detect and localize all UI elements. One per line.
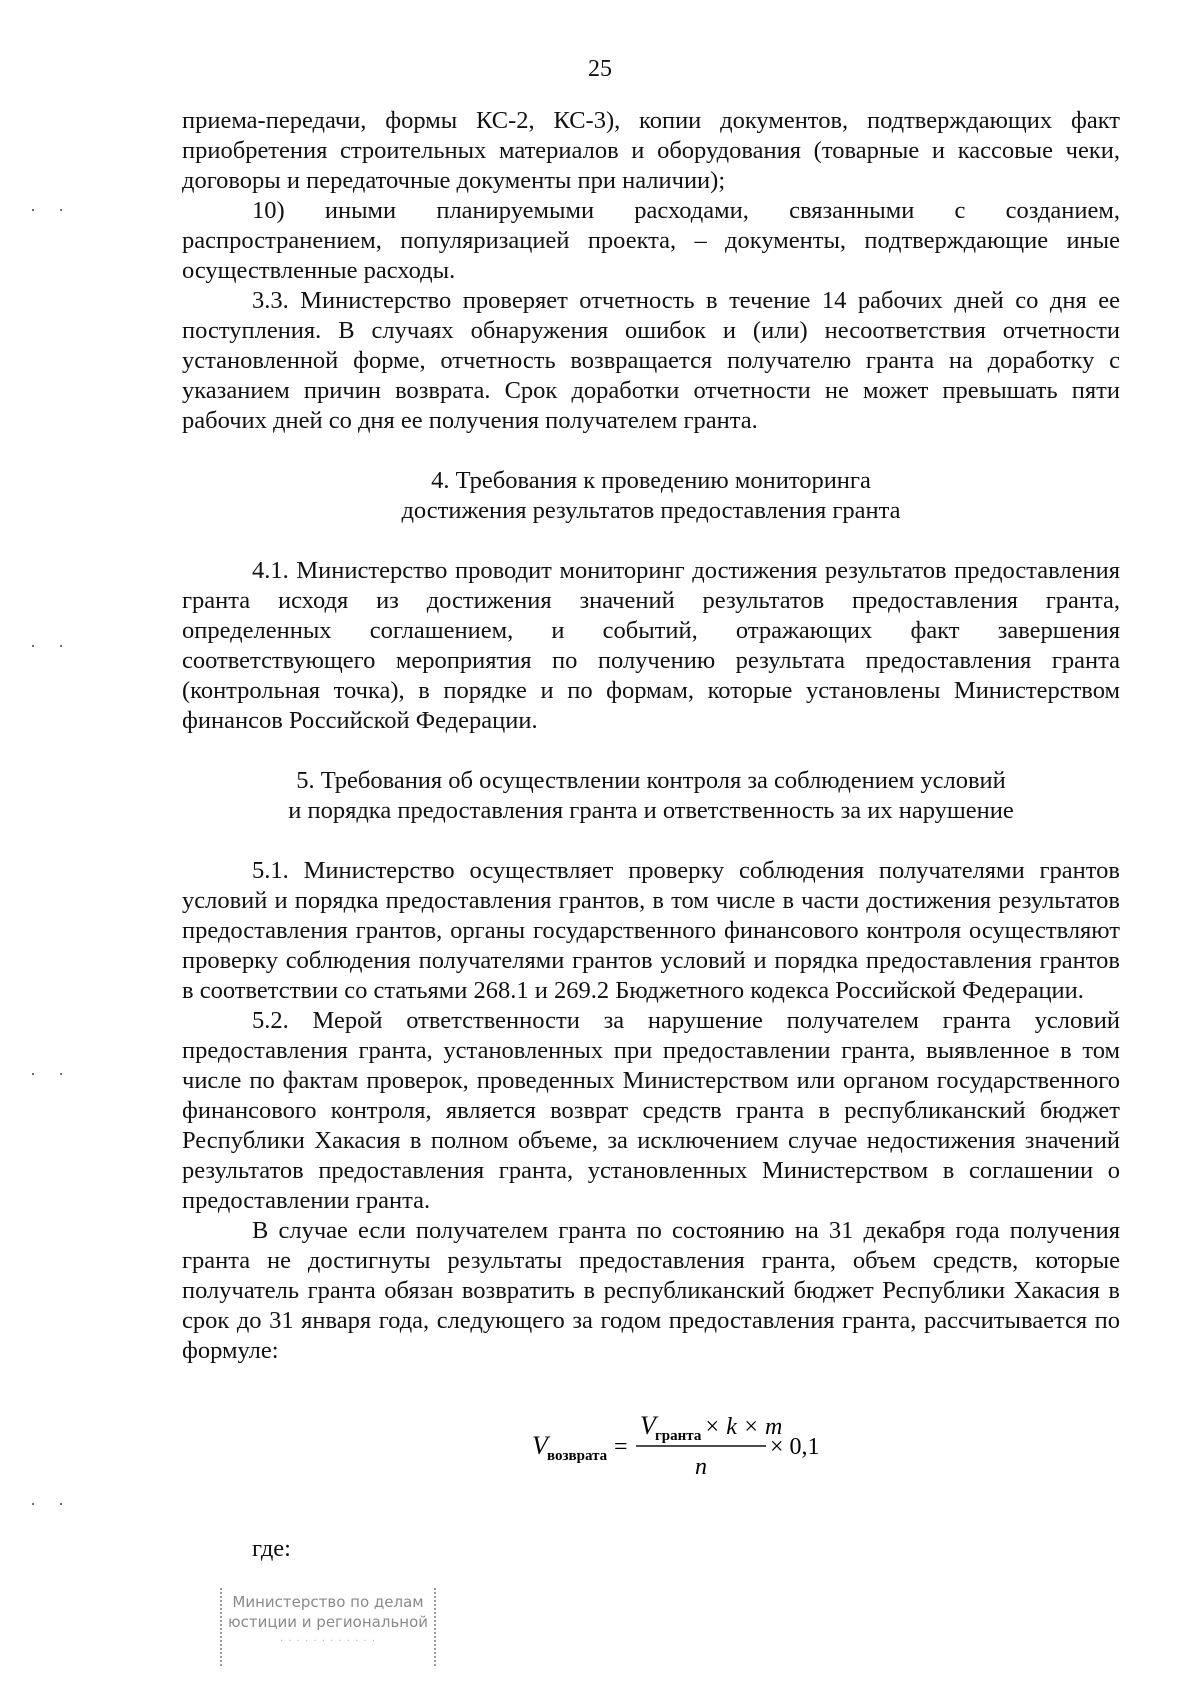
- formula-tail: × 0,1: [770, 1434, 820, 1460]
- paragraph: 4.1. Министерство проводит мониторинг достижения результатов предоставления гранта исходя из достижения значений результатов предоставления гранта, определенных соглашением, и событий, отражающих факт завершения соответствующего мероприятия по получению результата предоставления гранта (контрольная точка), в порядке и по формам, которые установлены Министерством финансов Российской Федерации.: [182, 557, 1120, 734]
- formula-lhs-sub: возврата: [547, 1448, 608, 1464]
- document-body: [182, 106, 1120, 1564]
- formula: [532, 1412, 1120, 1482]
- margin-dots: ··: [30, 636, 86, 656]
- formula-num-rest: × k × m: [704, 1414, 783, 1440]
- stamp-faint-line: · · · · · · · · · · · ·: [279, 1636, 377, 1647]
- where-label: где:: [252, 1535, 291, 1562]
- stamp-line: юстиции и региональной: [227, 1613, 429, 1631]
- formula-svg: [532, 1412, 832, 1482]
- heading-line: и порядка предоставления гранта и ответственность за их нарушение: [288, 797, 1014, 824]
- paragraph: 10) иными планируемыми расходами, связанными с созданием, распространением, популяризацией проекта, – документы, подтверждающие иные осуществленные расходы.: [182, 197, 1120, 284]
- paragraph: 5.2. Мерой ответственности за нарушение получателем гранта условий предоставления гранта, установленных при предоставлении гранта, выявленное в том числе по фактам проверок, проведенных Министерством или органом государственного финансового контроля, является возврат средств гранта в республиканский бюджет Республики Хакасия в полном объеме, за исключением случае недостижения значений результатов предоставления гранта, установленных Министерством в соглашении о предоставлении гранта.: [182, 1007, 1120, 1214]
- paragraph: 5.1. Министерство осуществляет проверку соблюдения получателями грантов условий и порядка предоставления грантов, в том числе в части достижения результатов предоставления грантов, органы государственного финансового контроля осуществляют проверку соблюдения получателями грантов условий и порядка предоставления грантов в соответствии со статьями 268.1 и 269.2 Бюджетного кодекса Российской Федерации.: [182, 857, 1120, 1004]
- heading-line: 4. Требования к проведению мониторинга: [431, 467, 871, 494]
- section-heading-5: [182, 766, 1120, 826]
- heading-line: 5. Требования об осуществлении контроля за соблюдением условий: [296, 767, 1006, 794]
- heading-line: достижения результатов предоставления гранта: [401, 497, 901, 524]
- formula-equals: =: [614, 1434, 628, 1460]
- margin-dots: ··: [30, 1494, 86, 1514]
- formula-denominator: n: [695, 1454, 707, 1480]
- margin-dots: ··: [30, 1064, 86, 1084]
- paragraph: приема-передачи, формы КС-2, КС-3), копии документов, подтверждающих факт приобретения строительных материалов и оборудования (товарные и кассовые чеки, договоры и передаточные документы при наличии);: [182, 107, 1120, 194]
- paragraph: В случае если получателем гранта по состоянию на 31 декабря года получения гранта не достигнуты результаты предоставления гранта, объем средств, которые получатель гранта обязан возвратить в республиканский бюджет Республики Хакасия в срок до 31 января года, следующего за годом предоставления гранта, рассчитывается по формуле:: [182, 1217, 1120, 1364]
- stamp-line: Министерство по делам: [232, 1593, 424, 1611]
- section-heading-4: [182, 466, 1120, 526]
- paragraph: 3.3. Министерство проверяет отчетность в течение 14 рабочих дней со дня ее поступления. В случаях обнаружения ошибок и (или) несоответствия отчетности установленной форме, отчетность возвращается получателю гранта на доработку с указанием причин возврата. Срок доработки отчетности не может превышать пяти рабочих дней со дня ее получения получателем гранта.: [182, 287, 1120, 434]
- formula-num-sub: гранта: [655, 1428, 702, 1444]
- formula-lhs-var: V: [532, 1431, 548, 1460]
- stamp: [220, 1588, 436, 1666]
- formula-num-var: V: [640, 1411, 656, 1440]
- margin-dots: ··: [30, 200, 86, 220]
- page-number: 25: [588, 56, 612, 82]
